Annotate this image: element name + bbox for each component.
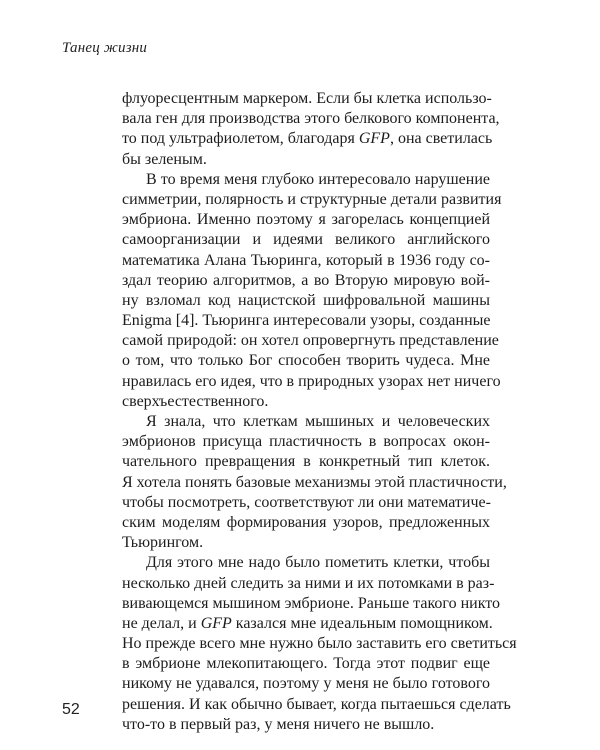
text-line: никому не удавался, поэтому у меня не было готового — [122, 675, 490, 693]
page-number: 52 — [62, 701, 80, 718]
body-text — [122, 89, 517, 735]
text-line: что-то в первый раз, у меня ничего не вышло. — [122, 715, 435, 733]
text-line: бы зеленым. — [122, 150, 207, 168]
text-line: симметрии, полярность и структурные детали развития — [122, 190, 502, 208]
text-line: здал теорию алгоритмов, а во Вторую мировую вой- — [122, 271, 490, 289]
text-line: чательного превращения в конкретный тип клеток. — [122, 453, 490, 471]
text-line: в эмбрионе млекопитающего. Тогда этот подвиг еще — [122, 655, 490, 673]
text-line: вивающемся мышином эмбрионе. Раньше такого никто — [122, 594, 501, 612]
text-line: ским моделям формирования узоров, предложенных — [122, 513, 490, 531]
text-line: несколько дней следить за ними и их потомками в раз- — [122, 574, 495, 592]
text-line: ну взломал код нацистской шифровальной машины — [122, 291, 490, 309]
text-line: Тьюрингом. — [122, 534, 204, 552]
text-line: Но прежде всего мне нужно было заставить его светиться — [122, 635, 517, 653]
text-line: сверхъестественного. — [122, 392, 269, 410]
text-line: нравилась его идея, что в природных узорах нет ничего — [122, 372, 501, 390]
text-line: решения. И как обычно бывает, когда пытаешься сделать — [122, 695, 511, 713]
text-line: Enigma [4]. Тьюринга интересовали узоры, созданные — [122, 312, 491, 330]
text-line: самой природой: он хотел опровергнуть представление — [122, 332, 499, 350]
text-line: флуоресцентным маркером. Если бы клетка использо- — [122, 90, 492, 107]
text-line: самоорганизации и идеями великого английского — [122, 231, 490, 249]
running-head: Танец жизни — [62, 40, 148, 56]
text-line: не делал, и GFP казался мне идеальным помощником. — [122, 614, 493, 632]
text-line: эмбриона. Именно поэтому я загорелась концепцией — [122, 211, 490, 229]
text-line: вала ген для производства этого белкового компонента, — [122, 110, 500, 128]
text-line: Для этого мне надо было пометить клетки, чтобы — [146, 554, 490, 572]
text-line: чтобы посмотреть, соответствуют ли они математиче- — [122, 493, 491, 511]
text-line: математика Алана Тьюринга, который в 1936 году со- — [122, 251, 490, 269]
text-line: о том, что только Бог способен творить чудеса. Мне — [122, 352, 490, 370]
text-line: В то время меня глубоко интересовало нарушение — [146, 170, 490, 188]
text-line: Я знала, что клеткам мышиных и человеческих — [146, 413, 490, 430]
text-line: эмбрионов присуща пластичность в вопросах окон- — [122, 433, 490, 451]
text-line: то под ультрафиолетом, благодаря GFP, она светилась — [122, 130, 493, 148]
text-line: Я хотела понять базовые механизмы этой пластичности, — [122, 473, 507, 491]
